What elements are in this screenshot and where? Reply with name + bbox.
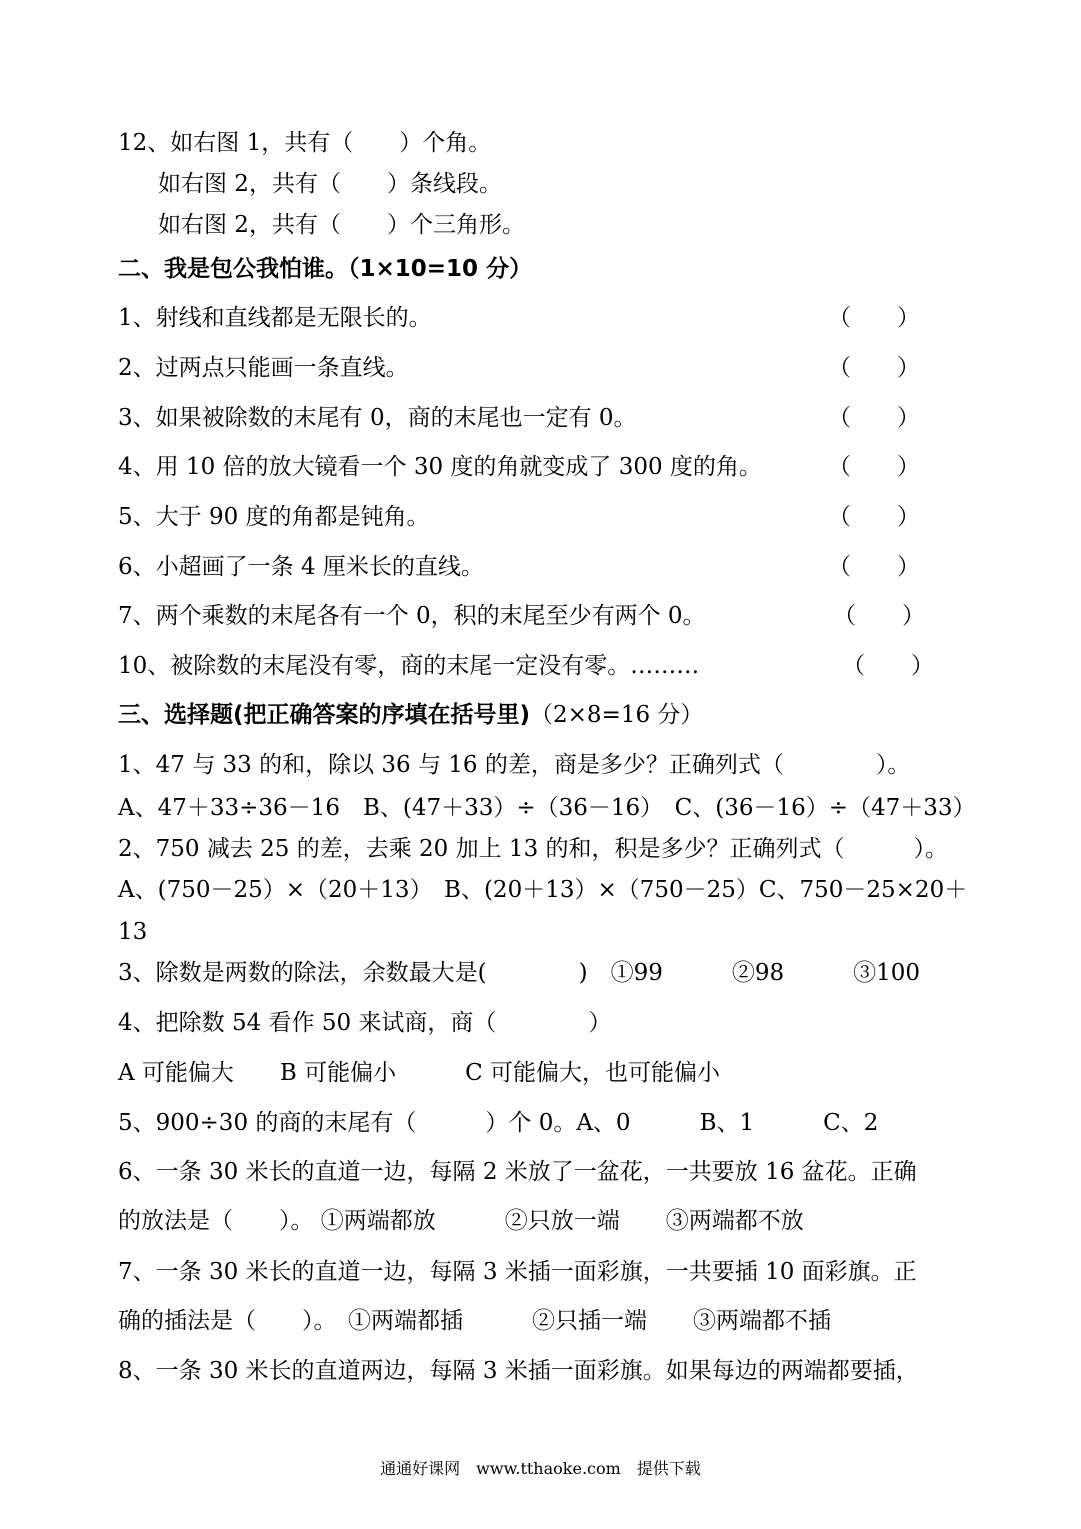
section2-title: 二、我是包公我怕谁。 — [118, 256, 348, 282]
tf-answer-paren-2: （ ） — [828, 355, 920, 381]
tf-answer-paren-7: （ ） — [833, 603, 925, 629]
choice-q6: 6、一条 30 米长的直道一边，每隔 2 米放了一盆花，一共要放 16 盆花。正确 — [118, 1159, 917, 1185]
tf-item-2: 2、过两点只能画一条直线。 — [118, 355, 409, 381]
section3-title: 三、选择题(把正确答案的序填在括号里) — [118, 702, 531, 728]
choice-q1: 1、47 与 33 的和，除以 36 与 16 的差，商是多少？正确列式（ ）。 — [118, 752, 911, 778]
q12-line-2: 如右图 2，共有（ ）条线段。 — [158, 171, 502, 197]
tf-item-3: 3、如果被除数的末尾有 0，商的末尾也一定有 0。 — [118, 405, 637, 431]
tf-item-10: 10、被除数的末尾没有零，商的末尾一定没有零。……… — [118, 653, 700, 679]
choice-q3: 3、除数是两数的除法，余数最大是( ) ①99 ②98 ③100 — [118, 960, 921, 986]
page-footer: 通通好课网 www.tthaoke.com 提供下载 — [380, 1459, 701, 1478]
tf-answer-paren-3: （ ） — [828, 405, 920, 431]
section2-score: （1×10=10 分） — [348, 256, 533, 282]
q12-line-3: 如右图 2，共有（ ）个三角形。 — [158, 212, 525, 238]
choice-q5: 5、900÷30 的商的末尾有（ ）个 0。A、0 B、1 C、2 — [118, 1110, 879, 1136]
tf-answer-paren-6: （ ） — [828, 554, 920, 580]
tf-item-4: 4、用 10 倍的放大镜看一个 30 度的角就变成了 300 度的角。 — [118, 454, 762, 480]
choice-q4: 4、把除数 54 看作 50 来试商，商（ ） — [118, 1010, 612, 1036]
tf-item-7: 7、两个乘数的末尾各有一个 0，积的末尾至少有两个 0。 — [118, 603, 706, 629]
choice-q7-options: 确的插法是（ ）。 ①两端都插 ②只插一端 ③两端都不插 — [118, 1308, 831, 1334]
tf-item-6: 6、小超画了一条 4 厘米长的直线。 — [118, 554, 484, 580]
section2-heading — [118, 254, 532, 284]
choice-q6-options: 的放法是（ ）。 ①两端都放 ②只放一端 ③两端都不放 — [118, 1208, 804, 1234]
tf-answer-paren-5: （ ） — [828, 504, 920, 530]
section3-score: （2×8=16 分） — [530, 702, 704, 728]
choice-q4-options: A 可能偏大 B 可能偏小 C 可能偏大，也可能偏小 — [118, 1060, 721, 1086]
choice-q2-options-cont: 13 — [118, 919, 148, 945]
choice-q2-options: A、(750－25）×（20＋13） B、(20＋13）×（750－25）C、750－25×20＋ — [118, 877, 968, 903]
choice-q7: 7、一条 30 米长的直道一边，每隔 3 米插一面彩旗，一共要插 10 面彩旗。正 — [118, 1259, 917, 1285]
tf-item-1: 1、射线和直线都是无限长的。 — [118, 305, 432, 331]
choice-q8: 8、一条 30 米长的直道两边，每隔 3 米插一面彩旗。如果每边的两端都要插， — [118, 1358, 919, 1384]
q12-line-1: 12、如右图 1，共有（ ）个角。 — [118, 130, 492, 156]
tf-answer-paren-10: （ ） — [842, 653, 934, 679]
tf-answer-paren-4: （ ） — [828, 454, 920, 480]
tf-answer-paren-1: （ ） — [828, 305, 920, 331]
tf-item-5: 5、大于 90 度的角都是钝角。 — [118, 504, 430, 530]
section3-heading — [118, 700, 703, 730]
choice-q1-options: A、47＋33÷36－16 B、(47＋33）÷（36－16） C、(36－16）÷（47＋33） — [118, 795, 976, 821]
choice-q2: 2、750 减去 25 的差，去乘 20 加上 13 的和，积是多少？正确列式（ ）。 — [118, 836, 949, 862]
